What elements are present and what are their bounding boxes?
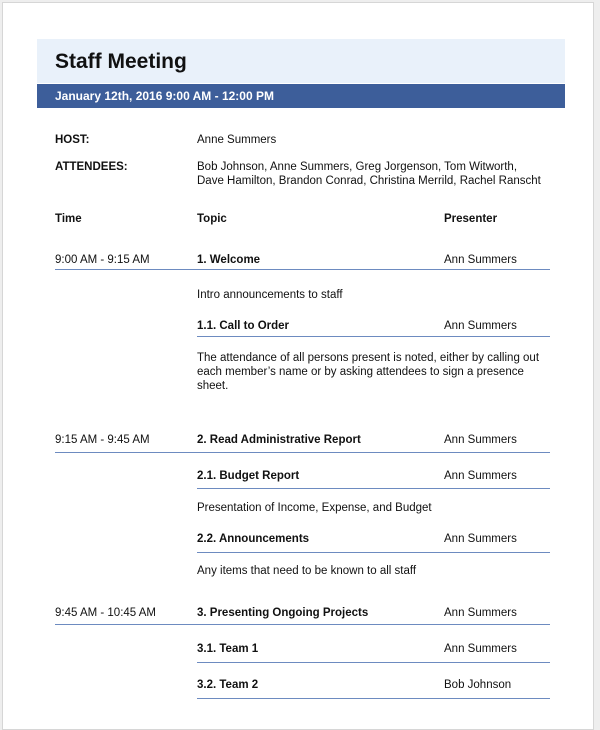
agenda-note-line: sheet. [197,380,229,392]
topic-divider [197,698,550,699]
topic-divider [197,488,550,489]
agenda-time: 9:45 AM - 10:45 AM [55,607,157,619]
agenda-note: Intro announcements to staff [197,289,343,301]
agenda-subtopic: 1.1. Call to Order [197,320,290,332]
agenda-note: Any items that need to be known to all staff [197,565,417,577]
agenda-note: Presentation of Income, Expense, and Budget [197,502,432,514]
agenda-subtopic: 3.2. Team 2 [197,679,259,691]
attendees-line-2: Dave Hamilton, Brandon Conrad, Christina Merrild, Rachel Ranscht [197,175,541,187]
agenda-presenter: Ann Summers [444,320,517,332]
agenda-subtopic: 3.1. Team 1 [197,643,259,655]
date-time-bar: January 12th, 2016 9:00 AM - 12:00 PM [37,84,565,108]
section-divider [55,269,550,270]
topic-divider [197,552,550,553]
topic-divider [197,336,550,337]
agenda-presenter: Bob Johnson [444,679,512,691]
agenda-presenter: Ann Summers [444,643,517,655]
agenda-note-line: each member’s name or by asking attendees to sign a presence [197,366,524,378]
page-title: Staff Meeting [55,50,187,73]
section-divider [55,624,550,625]
agenda-presenter: Ann Summers [444,434,517,446]
attendees-line-1: Bob Johnson, Anne Summers, Greg Jorgenson, Tom Witworth, [197,161,518,173]
agenda-presenter: Ann Summers [444,607,517,619]
agenda-presenter: Ann Summers [444,254,517,266]
host-label: HOST: [55,134,90,146]
agenda-time: 9:15 AM - 9:45 AM [55,434,150,446]
agenda-topic: 1. Welcome [197,254,261,266]
column-header-presenter: Presenter [444,213,498,225]
agenda-time: 9:00 AM - 9:15 AM [55,254,150,266]
host-value: Anne Summers [197,134,277,146]
column-header-topic: Topic [197,213,227,225]
agenda-note-line: The attendance of all persons present is noted, either by calling out [197,352,540,364]
agenda-presenter: Ann Summers [444,533,517,545]
agenda-topic: 3. Presenting Ongoing Projects [197,607,369,619]
section-divider [55,452,550,453]
agenda-topic: 2. Read Administrative Report [197,434,361,446]
agenda-presenter: Ann Summers [444,470,517,482]
agenda-subtopic: 2.2. Announcements [197,533,310,545]
topic-divider [197,662,550,663]
agenda-subtopic: 2.1. Budget Report [197,470,300,482]
attendees-label: ATTENDEES: [55,161,128,173]
column-header-time: Time [55,213,82,225]
